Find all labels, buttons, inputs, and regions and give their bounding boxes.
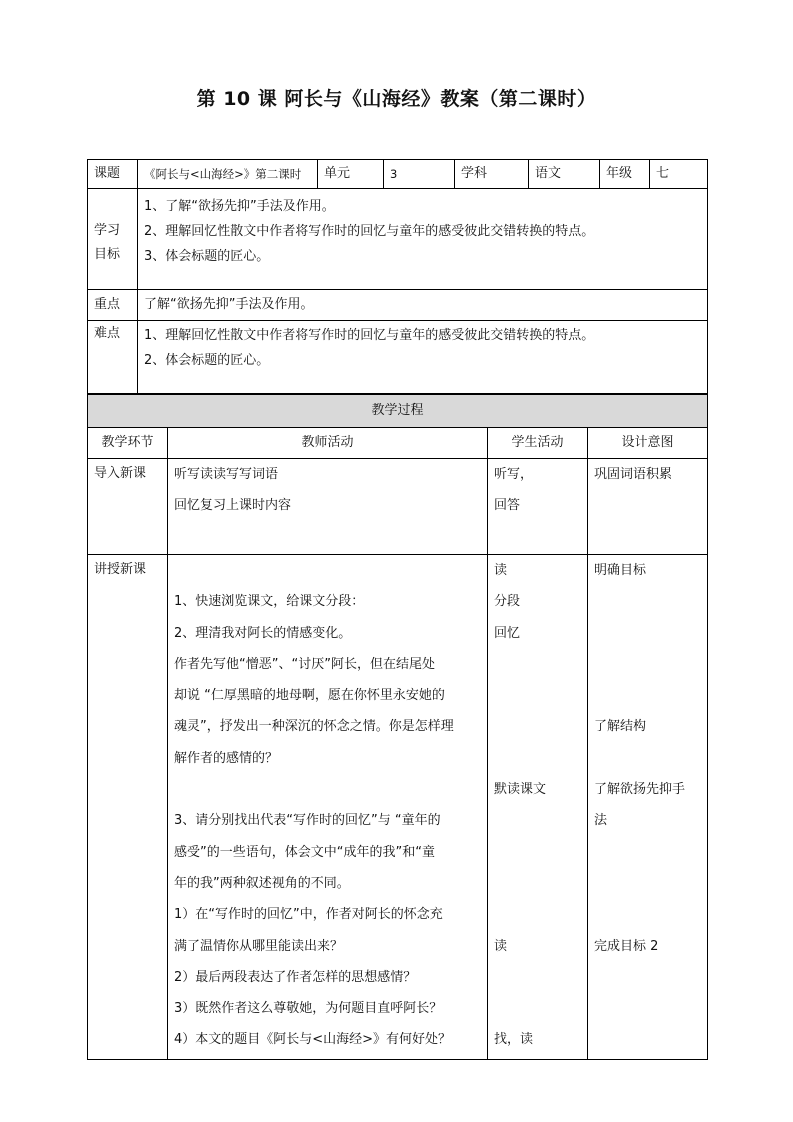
objectives-content: [138, 189, 708, 290]
process-columns-row: [88, 428, 708, 459]
teacher-line: 解作者的感情的？: [174, 750, 279, 766]
intro-intent-line: 巩固词语积累: [594, 467, 673, 482]
new-intent: [588, 555, 708, 1060]
student-line: 读: [494, 563, 508, 578]
teacher-line: 却说 “仁厚黑暗的地母啊，愿在你怀里永安她的: [174, 688, 445, 704]
student-line: [494, 805, 587, 836]
intro-intent: [588, 459, 708, 555]
intro-teacher-line: 回忆复习上课时内容: [174, 498, 292, 514]
student-line: [494, 899, 587, 930]
intent-line: [594, 837, 707, 868]
student-line: [494, 993, 587, 1024]
page-title: 第 10 课 阿长与《山海经》教案（第二课时）: [196, 88, 597, 110]
intent-line: [594, 586, 707, 617]
student-line: [494, 962, 587, 993]
new-lesson-row: [88, 555, 708, 1060]
intro-student: [488, 459, 588, 555]
unit-label: 单元: [318, 160, 384, 189]
intent-line: [594, 680, 707, 711]
column-teacher: 教师活动: [168, 428, 488, 459]
intent-line: 了解结构: [594, 719, 647, 735]
student-line: [494, 711, 587, 742]
student-line: 回忆: [494, 625, 521, 641]
intent-line: [594, 962, 707, 993]
column-student: 学生活动: [488, 428, 588, 459]
teacher-line: 作者先写他“憎恶”、“讨厌”阿长，但在结尾处: [174, 656, 435, 672]
intent-line: [594, 868, 707, 899]
teaching-process-table: [87, 394, 708, 1060]
difficulty-content: [138, 321, 708, 394]
intent-line: 了解欲扬先抑手: [594, 782, 686, 798]
teacher-line: [174, 774, 487, 805]
intent-line: [594, 899, 707, 930]
intent-line: 法: [594, 813, 608, 829]
intro-stage: 导入新课: [88, 459, 168, 555]
difficulty-item: 2、体会标题的匠心。: [144, 353, 270, 368]
teacher-line: [174, 555, 487, 586]
key-point-text: 了解“欲扬先抑”手法及作用。: [138, 290, 708, 321]
difficulty-row: [88, 321, 708, 394]
teacher-line: 2）最后两段表达了作者怎样的思想感情？: [174, 969, 417, 985]
student-line: [494, 680, 587, 711]
intro-teacher: [168, 459, 488, 555]
intent-line: [594, 618, 707, 649]
new-teacher: [168, 555, 488, 1060]
teacher-line: 3、请分别找出代表“写作时的回忆”与 “童年的: [174, 813, 441, 829]
student-line: [494, 837, 587, 868]
intent-line: 明确目标: [594, 563, 647, 578]
intent-line: 完成目标 2: [594, 938, 659, 954]
teacher-line: 1）在“写作时的回忆”中，作者对阿长的怀念充: [174, 907, 443, 923]
info-row: [88, 160, 708, 189]
student-line: [494, 743, 587, 774]
column-intent: 设计意图: [588, 428, 708, 459]
student-line: 分段: [494, 594, 521, 610]
objectives-label: 学习 目标: [88, 189, 138, 290]
teacher-line: 满了温情你从哪里能读出来？: [174, 938, 344, 954]
topic-value: 《阿长与<山海经>》第二课时: [138, 160, 318, 189]
intro-row: [88, 459, 708, 555]
intro-teacher-line: 听写读读写写词语: [174, 467, 279, 482]
key-point-row: [88, 290, 708, 321]
objectives-row: [88, 189, 708, 290]
intent-line: [594, 1024, 707, 1055]
teacher-line: 年的我”两种叙述视角的不同。: [174, 875, 350, 891]
teacher-line: 3）既然作者这么尊敬她，为何题目直呼阿长？: [174, 1001, 443, 1017]
intent-line: [594, 743, 707, 774]
objective-item: 3、体会标题的匠心。: [144, 249, 270, 264]
key-point-label: 重点: [88, 290, 138, 321]
teacher-line: 1、快速浏览课文，给课文分段：: [174, 594, 365, 610]
new-student: [488, 555, 588, 1060]
objective-item: 1、了解“欲扬先抑”手法及作用。: [144, 199, 335, 214]
teacher-line: 2、理清我对阿长的情感变化。: [174, 625, 352, 641]
grade-value: 七: [650, 160, 708, 189]
new-stage: 讲授新课: [88, 555, 168, 1060]
topic-label: 课题: [88, 160, 138, 189]
objective-item: 2、理解回忆性散文中作者将写作时的回忆与童年的感受彼此交错转换的特点。: [144, 224, 595, 239]
grade-label: 年级: [600, 160, 650, 189]
difficulty-label: 难点: [88, 321, 138, 394]
student-line: [494, 649, 587, 680]
column-stage: 教学环节: [88, 428, 168, 459]
process-heading-row: [88, 395, 708, 428]
unit-value: 3: [384, 160, 455, 189]
teacher-line: 魂灵”，抒发出一种深沉的怀念之情。你是怎样理: [174, 719, 454, 735]
intent-line: [594, 993, 707, 1024]
intent-line: [594, 649, 707, 680]
student-line: 读: [494, 938, 508, 954]
subject-label: 学科: [455, 160, 529, 189]
difficulty-item: 1、理解回忆性散文中作者将写作时的回忆与童年的感受彼此交错转换的特点。: [144, 328, 595, 343]
student-line: [494, 868, 587, 899]
student-line: 默读课文: [494, 782, 547, 798]
process-heading: 教学过程: [88, 395, 708, 428]
teacher-line: 感受”的一些语句，体会文中“成年的我”和“童: [174, 844, 435, 860]
intro-student-line: 回答: [494, 498, 521, 514]
subject-value: 语文: [529, 160, 600, 189]
lesson-info-table: [87, 159, 708, 394]
teacher-line: 4）本文的题目《阿长与<山海经>》有何好处？: [174, 1032, 452, 1048]
student-line: 找，读: [494, 1032, 534, 1048]
intro-student-line: 听写，: [494, 467, 534, 482]
